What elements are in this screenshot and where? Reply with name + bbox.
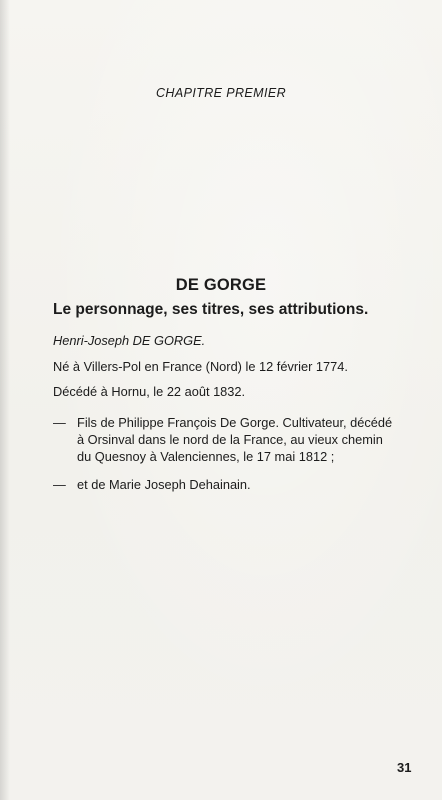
mother-text: et de Marie Joseph Dehainain. — [77, 477, 251, 492]
entry-dash: — — [53, 477, 66, 492]
chapter-heading: CHAPITRE PREMIER — [155, 86, 287, 100]
father-entry — [53, 414, 393, 465]
father-text: Fils de Philippe François De Gorge. Cultivateur, décédé à Orsinval dans le nord de la France, au vieux chemin du Quesnoy à Valenciennes, le 17 mai 1812 ; — [77, 415, 393, 464]
birth-info: Né à Villers-Pol en France (Nord) le 12 février 1774. — [53, 359, 348, 374]
death-info: Décédé à Hornu, le 22 août 1832. — [53, 384, 246, 399]
person-name: Henri-Joseph DE GORGE. — [53, 333, 206, 348]
page-number: 31 — [397, 760, 412, 775]
mother-entry — [53, 476, 393, 493]
section-subtitle: Le personnage, ses titres, ses attributions. — [53, 301, 369, 318]
section-title: DE GORGE — [175, 276, 267, 294]
page-edge-shadow — [0, 0, 10, 800]
entry-dash: — — [53, 415, 66, 430]
